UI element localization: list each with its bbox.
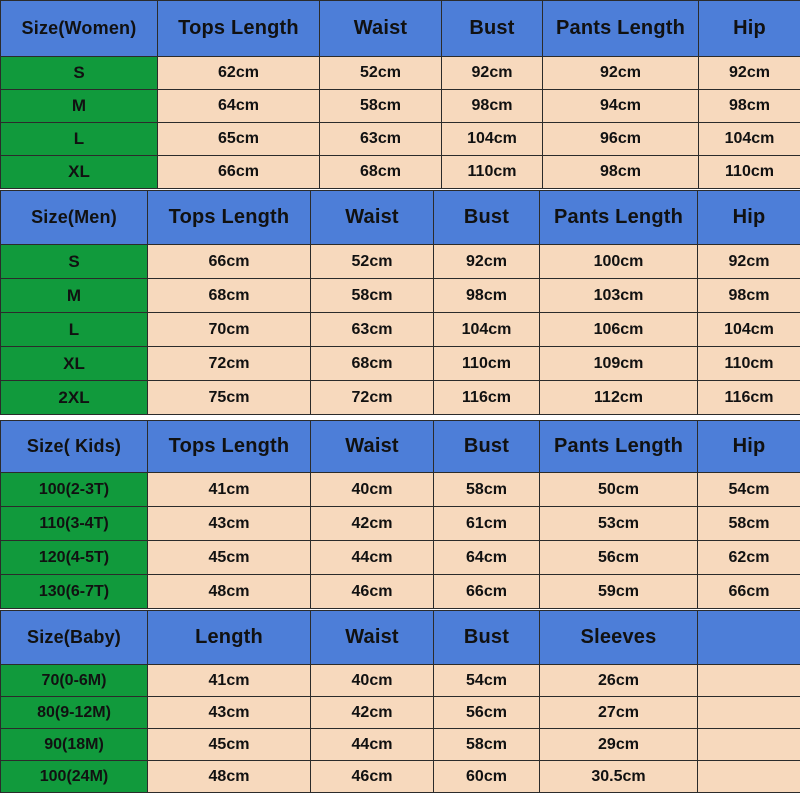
table-cell: 110cm bbox=[442, 156, 543, 189]
size-table-kids bbox=[0, 420, 800, 609]
size-cell: M bbox=[1, 279, 148, 313]
size-cell: 100(24M) bbox=[1, 761, 148, 793]
table-cell: 65cm bbox=[158, 123, 320, 156]
table-cell: 92cm bbox=[442, 57, 543, 90]
table-cell: 58cm bbox=[698, 507, 800, 541]
table-cell: 56cm bbox=[540, 541, 698, 575]
table-cell: 63cm bbox=[320, 123, 442, 156]
header-tops-length: Tops Length bbox=[148, 421, 311, 473]
table-cell: 44cm bbox=[311, 541, 434, 575]
table-cell: 103cm bbox=[540, 279, 698, 313]
size-cell: 110(3-4T) bbox=[1, 507, 148, 541]
header-size: Size(Women) bbox=[1, 1, 158, 57]
table-cell: 62cm bbox=[698, 541, 800, 575]
table-row bbox=[1, 473, 800, 507]
table-cell: 48cm bbox=[148, 761, 311, 793]
header-bust: Bust bbox=[442, 1, 543, 57]
header-size: Size(Men) bbox=[1, 191, 148, 245]
table-cell: 52cm bbox=[311, 245, 434, 279]
table-cell: 30.5cm bbox=[540, 761, 698, 793]
table-cell: 41cm bbox=[148, 665, 311, 697]
table-cell: 59cm bbox=[540, 575, 698, 609]
table-cell: 70cm bbox=[148, 313, 311, 347]
table-cell: 53cm bbox=[540, 507, 698, 541]
table-cell: 109cm bbox=[540, 347, 698, 381]
table-cell: 104cm bbox=[698, 313, 800, 347]
table-row bbox=[1, 123, 800, 156]
size-cell: L bbox=[1, 313, 148, 347]
size-cell: S bbox=[1, 245, 148, 279]
table-cell: 92cm bbox=[698, 245, 800, 279]
table-cell: 104cm bbox=[442, 123, 543, 156]
header-bust: Bust bbox=[434, 191, 540, 245]
table-row bbox=[1, 90, 800, 123]
table-cell: 110cm bbox=[434, 347, 540, 381]
header-waist: Waist bbox=[320, 1, 442, 57]
table-cell: 98cm bbox=[698, 279, 800, 313]
table-cell: 42cm bbox=[311, 697, 434, 729]
table-cell: 98cm bbox=[699, 90, 800, 123]
table-row bbox=[1, 279, 800, 313]
header-hip: Hip bbox=[698, 421, 800, 473]
size-cell: XL bbox=[1, 347, 148, 381]
header-bust: Bust bbox=[434, 611, 540, 665]
table-cell: 66cm bbox=[158, 156, 320, 189]
table-cell: 27cm bbox=[540, 697, 698, 729]
size-table-women bbox=[0, 0, 800, 189]
header-tops-length: Tops Length bbox=[158, 1, 320, 57]
table-cell: 98cm bbox=[543, 156, 699, 189]
table-row bbox=[1, 575, 800, 609]
table-row bbox=[1, 245, 800, 279]
table-row bbox=[1, 761, 800, 793]
table-cell: 110cm bbox=[698, 347, 800, 381]
table-cell: 98cm bbox=[442, 90, 543, 123]
table-cell: 43cm bbox=[148, 507, 311, 541]
table-cell: 100cm bbox=[540, 245, 698, 279]
size-cell: 80(9-12M) bbox=[1, 697, 148, 729]
size-cell: M bbox=[1, 90, 158, 123]
table-cell: 58cm bbox=[320, 90, 442, 123]
header-waist: Waist bbox=[311, 191, 434, 245]
size-cell: XL bbox=[1, 156, 158, 189]
table-cell: 54cm bbox=[698, 473, 800, 507]
table-cell: 45cm bbox=[148, 541, 311, 575]
table-cell: 48cm bbox=[148, 575, 311, 609]
table-cell: 62cm bbox=[158, 57, 320, 90]
size-cell: 100(2-3T) bbox=[1, 473, 148, 507]
table-cell: 52cm bbox=[320, 57, 442, 90]
table-cell: 96cm bbox=[543, 123, 699, 156]
table-row bbox=[1, 156, 800, 189]
header-sleeves: Sleeves bbox=[540, 611, 698, 665]
table-cell: 64cm bbox=[158, 90, 320, 123]
table-cell: 58cm bbox=[434, 729, 540, 761]
table-cell: 75cm bbox=[148, 381, 311, 415]
table-row bbox=[1, 541, 800, 575]
table-row bbox=[1, 381, 800, 415]
table-cell: 45cm bbox=[148, 729, 311, 761]
table-row bbox=[1, 57, 800, 90]
header-bust: Bust bbox=[434, 421, 540, 473]
table-header-row bbox=[1, 1, 800, 57]
table-row bbox=[1, 665, 800, 697]
size-cell: 2XL bbox=[1, 381, 148, 415]
table-row bbox=[1, 729, 800, 761]
table-cell: 29cm bbox=[540, 729, 698, 761]
header-hip: Hip bbox=[699, 1, 800, 57]
table-cell: 56cm bbox=[434, 697, 540, 729]
table-cell: 98cm bbox=[434, 279, 540, 313]
table-cell: 40cm bbox=[311, 473, 434, 507]
header-pants-length: Pants Length bbox=[540, 421, 698, 473]
table-cell: 112cm bbox=[540, 381, 698, 415]
table-cell: 58cm bbox=[434, 473, 540, 507]
table-cell: 104cm bbox=[699, 123, 800, 156]
header-waist: Waist bbox=[311, 611, 434, 665]
table-cell: 116cm bbox=[698, 381, 800, 415]
empty-cell bbox=[698, 761, 800, 793]
table-cell: 68cm bbox=[311, 347, 434, 381]
empty-cell bbox=[698, 697, 800, 729]
empty-cell bbox=[698, 729, 800, 761]
table-row bbox=[1, 507, 800, 541]
size-table-baby bbox=[0, 610, 800, 793]
header-length: Length bbox=[148, 611, 311, 665]
table-cell: 92cm bbox=[434, 245, 540, 279]
header-waist: Waist bbox=[311, 421, 434, 473]
table-cell: 92cm bbox=[699, 57, 800, 90]
table-cell: 66cm bbox=[698, 575, 800, 609]
table-cell: 116cm bbox=[434, 381, 540, 415]
table-cell: 72cm bbox=[148, 347, 311, 381]
table-cell: 46cm bbox=[311, 575, 434, 609]
table-cell: 72cm bbox=[311, 381, 434, 415]
table-cell: 46cm bbox=[311, 761, 434, 793]
table-cell: 64cm bbox=[434, 541, 540, 575]
header-tops-length: Tops Length bbox=[148, 191, 311, 245]
table-header-row bbox=[1, 421, 800, 473]
table-cell: 110cm bbox=[699, 156, 800, 189]
table-cell: 66cm bbox=[148, 245, 311, 279]
header-size: Size( Kids) bbox=[1, 421, 148, 473]
table-cell: 92cm bbox=[543, 57, 699, 90]
table-cell: 40cm bbox=[311, 665, 434, 697]
size-cell: 130(6-7T) bbox=[1, 575, 148, 609]
table-cell: 43cm bbox=[148, 697, 311, 729]
header-size: Size(Baby) bbox=[1, 611, 148, 665]
table-header-row bbox=[1, 611, 800, 665]
table-cell: 41cm bbox=[148, 473, 311, 507]
header-pants-length: Pants Length bbox=[540, 191, 698, 245]
table-cell: 60cm bbox=[434, 761, 540, 793]
empty-cell bbox=[698, 665, 800, 697]
table-cell: 26cm bbox=[540, 665, 698, 697]
table-cell: 63cm bbox=[311, 313, 434, 347]
table-cell: 106cm bbox=[540, 313, 698, 347]
table-cell: 104cm bbox=[434, 313, 540, 347]
table-cell: 61cm bbox=[434, 507, 540, 541]
size-table-men bbox=[0, 190, 800, 415]
table-header-row bbox=[1, 191, 800, 245]
size-cell: 90(18M) bbox=[1, 729, 148, 761]
table-row bbox=[1, 347, 800, 381]
table-cell: 68cm bbox=[320, 156, 442, 189]
table-cell: 42cm bbox=[311, 507, 434, 541]
header-pants-length: Pants Length bbox=[543, 1, 699, 57]
table-cell: 94cm bbox=[543, 90, 699, 123]
table-cell: 44cm bbox=[311, 729, 434, 761]
table-cell: 66cm bbox=[434, 575, 540, 609]
size-cell: S bbox=[1, 57, 158, 90]
table-cell: 68cm bbox=[148, 279, 311, 313]
table-cell: 50cm bbox=[540, 473, 698, 507]
header-empty bbox=[698, 611, 800, 665]
header-hip: Hip bbox=[698, 191, 800, 245]
table-row bbox=[1, 313, 800, 347]
table-cell: 58cm bbox=[311, 279, 434, 313]
table-cell: 54cm bbox=[434, 665, 540, 697]
table-row bbox=[1, 697, 800, 729]
size-cell: 70(0-6M) bbox=[1, 665, 148, 697]
size-cell: 120(4-5T) bbox=[1, 541, 148, 575]
size-cell: L bbox=[1, 123, 158, 156]
